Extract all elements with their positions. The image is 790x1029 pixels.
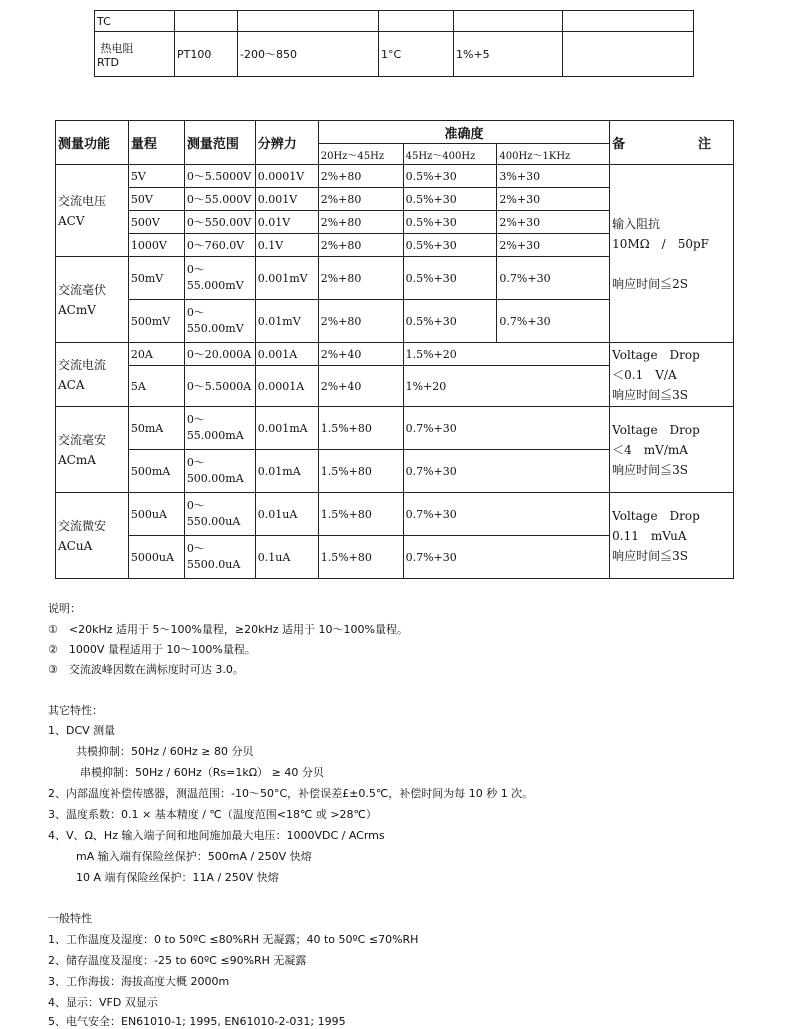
ac-spec-table [55,120,734,579]
table-cell: 0.5%+30 [403,257,497,300]
table-cell: 50mV [128,257,184,300]
table-cell: 1%+5 [454,32,563,77]
note-item: ② 1000V 量程适用于 10～100%量程。 [48,643,256,656]
table-cell: 0～20.000A [184,343,255,366]
general-line: 4、显示：VFD 双显示 [48,996,158,1009]
table-cell: 0～5.5000V [184,165,255,188]
general-line: 3、工作海拔：海拔高度大概 2000m [48,975,230,988]
table-cell: 5000uA [128,536,184,579]
table-cell: 2%+80 [318,257,403,300]
general-line: 1、工作温度及湿度：0 to 50ºC ≤80%RH 无凝露；40 to 50ºC ≤70%RH [48,933,419,946]
table-cell: 0.01mV [255,300,318,343]
table-cell: 0.7%+30 [497,257,610,300]
table-cell: 0～ 55.000mV [184,257,255,300]
note-item: ③ 交流波峰因数在满标度时可达 3.0。 [48,663,244,676]
table-cell: 0.5%+30 [403,300,497,343]
table-cell [379,11,454,32]
table-row [56,343,734,366]
function-aca: 交流电流 ACA [56,343,129,407]
general-line: 2、储存温度及湿度：-25 to 60ºC ≤90%RH 无凝露 [48,954,307,967]
table-cell: 0.5%+30 [403,165,497,188]
rtd-func-line2: RTD [97,55,120,69]
table-cell: 0.0001A [255,366,318,407]
table-cell: 2%+30 [497,234,610,257]
table-row [95,32,694,77]
table-cell: 0.7%+30 [403,493,610,536]
table-cell: 0.5%+30 [403,234,497,257]
other-line: mA 输入端有保险丝保护：500mA / 250V 快熔 [76,850,312,863]
table-cell: -200～850 [238,32,379,77]
table-row [95,11,694,32]
header-function: 测量功能 [56,121,129,165]
table-cell: 0.7%+30 [497,300,610,343]
table-cell: 2%+30 [497,188,610,211]
general-title: 一般特性 [48,912,92,925]
table-cell: 0.5%+30 [403,188,497,211]
table-cell: 1.5%+80 [318,536,403,579]
table-header-row [56,121,734,144]
other-line: 4、V、Ω、Hz 输入端子间和地间施加最大电压：1000VDC / ACrms [48,829,385,842]
remark-aca: Voltage Drop ＜0.1 V/A 响应时间≦3S [610,343,734,407]
notes-title: 说明： [48,602,81,615]
table-cell [563,32,694,77]
remark-acma: Voltage Drop ＜4 mV/mA 响应时间≦3S [610,407,734,493]
other-line: 1、DCV 测量 [48,724,116,737]
rtd-spec-table [94,10,694,77]
table-cell: 0.5%+30 [403,211,497,234]
table-cell: 0.01V [255,211,318,234]
other-line: 2、内部温度补偿传感器，测温范围：-10～50°C，补偿误差£±0.5℃，补偿时间为每 10 秒 1 次。 [48,787,534,800]
remark-acv: 输入阻抗 10MΩ / 50pF 响应时间≦2S [610,165,734,343]
header-band2: 45Hz～400Hz [403,144,497,165]
table-cell: 500V [128,211,184,234]
table-cell: 0～ 500.00mA [184,450,255,493]
other-line: 10 A 端有保险丝保护：11A / 250V 快熔 [76,871,279,884]
table-cell: 2%+80 [318,211,403,234]
header-span: 测量范围 [184,121,255,165]
table-row [56,493,734,536]
table-cell [238,11,379,32]
function-acua: 交流微安 ACuA [56,493,129,579]
header-accuracy: 准确度 [318,121,609,144]
table-cell: 0.1uA [255,536,318,579]
rtd-func-line1: 热电阻 [100,41,134,55]
table-cell: 0.01mA [255,450,318,493]
table-cell: 0.7%+30 [403,450,610,493]
table-cell: 0～55.000V [184,188,255,211]
header-range: 量程 [128,121,184,165]
function-acmv: 交流毫伏 ACmV [56,257,129,343]
other-title: 其它特性： [48,704,103,717]
table-cell: 2%+40 [318,343,403,366]
table-cell: 0.7%+30 [403,407,610,450]
table-cell [175,11,238,32]
table-cell: 2%+80 [318,234,403,257]
table-cell: 0.7%+30 [403,536,610,579]
header-remark: 备 注 [610,121,734,165]
table-cell: 1.5%+80 [318,407,403,450]
header-band3: 400Hz～1KHz [497,144,610,165]
table-cell: 50V [128,188,184,211]
table-cell: 1.5%+20 [403,343,610,366]
header-resolution: 分辨力 [255,121,318,165]
table-cell: 0～550.00V [184,211,255,234]
table-cell: 500mA [128,450,184,493]
table-cell: 1°C [379,32,454,77]
table-cell: 1%+20 [403,366,610,407]
table-cell: 0.0001V [255,165,318,188]
table-cell: 0.001mV [255,257,318,300]
other-line: 共模抑制：50Hz / 60Hz ≥ 80 分贝 [76,745,254,758]
note-item: ① <20kHz 适用于 5～100%量程，≥20kHz 适用于 10～100%量程。 [48,623,408,636]
table-cell: 0.001mA [255,407,318,450]
table-cell: 0.001V [255,188,318,211]
table-cell: 0～ 55.000mA [184,407,255,450]
other-line: 串模抑制：50Hz / 60Hz（Rs=1kΩ） ≥ 40 分贝 [80,766,324,779]
table-cell: 2%+30 [497,211,610,234]
table-cell: 0～ 5500.0uA [184,536,255,579]
table-cell: TC [95,11,175,32]
table-cell: 5A [128,366,184,407]
header-band1: 20Hz～45Hz [318,144,403,165]
table-cell: 0～5.5000A [184,366,255,407]
table-cell: 0～ 550.00mV [184,300,255,343]
table-cell: 2%+40 [318,366,403,407]
table-cell: 3%+30 [497,165,610,188]
table-cell: 1.5%+80 [318,450,403,493]
function-acv: 交流电压 ACV [56,165,129,257]
table-cell [563,11,694,32]
table-cell: PT100 [175,32,238,77]
table-row [56,407,734,450]
table-cell: 20A [128,343,184,366]
table-cell: 0.001A [255,343,318,366]
table-cell: 0～ 550.00uA [184,493,255,536]
table-cell [95,32,175,77]
table-cell: 2%+80 [318,165,403,188]
table-cell: 0～760.0V [184,234,255,257]
table-cell: 50mA [128,407,184,450]
table-cell: 0.01uA [255,493,318,536]
table-row [56,165,734,188]
table-cell: 1.5%+80 [318,493,403,536]
general-line: 5、电气安全：EN61010-1; 1995, EN61010-2-031; 1995 [48,1015,346,1028]
table-cell: 5V [128,165,184,188]
table-cell: 1000V [128,234,184,257]
table-cell: 0.1V [255,234,318,257]
remark-acua: Voltage Drop 0.11 mVuA 响应时间≦3S [610,493,734,579]
table-cell [454,11,563,32]
table-cell: 500uA [128,493,184,536]
table-cell: 500mV [128,300,184,343]
table-cell: 2%+80 [318,188,403,211]
function-acma: 交流毫安 ACmA [56,407,129,493]
other-line: 3、温度系数：0.1 × 基本精度 / ℃（温度范围<18℃ 或 >28℃） [48,808,377,821]
table-cell: 2%+80 [318,300,403,343]
